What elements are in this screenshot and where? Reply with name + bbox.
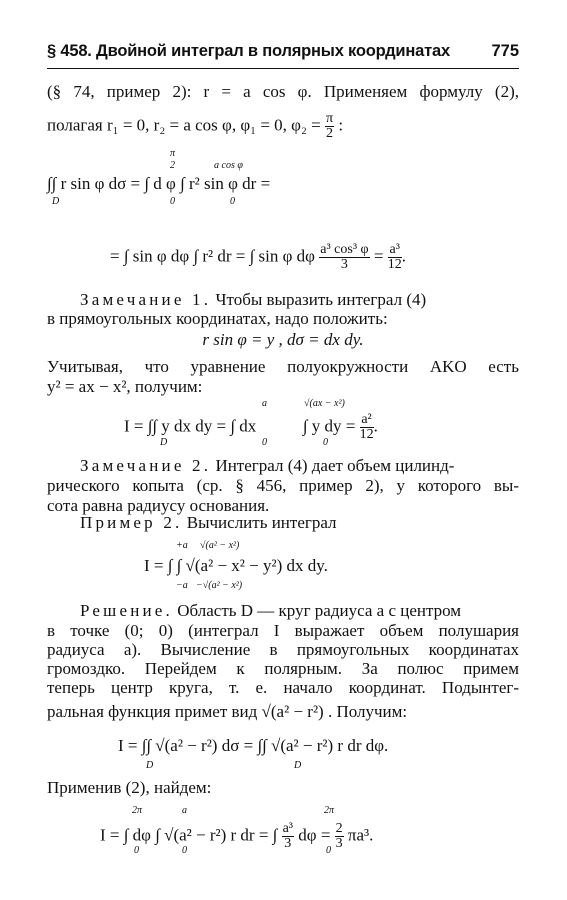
formula-span: dφ = — [294, 825, 331, 845]
fraction-denominator: 2 — [326, 126, 334, 141]
limit-label: D — [146, 760, 154, 771]
formula-1: ∫∫ r sin φ dσ = ∫ d φ ∫ r² sin φ dr = — [47, 174, 271, 193]
fraction — [335, 822, 344, 851]
formula-4: I = ∫ ∫ √(a² − x² − y²) dx dy. — [144, 556, 328, 575]
text-line: радиуса a). Вычисление в прямоугольных координатах — [47, 640, 519, 659]
limit-label: D — [52, 196, 60, 207]
running-header — [47, 42, 519, 69]
text-line: Применив (2), найдем: — [47, 778, 212, 797]
limit-label: 0 — [182, 845, 187, 856]
formula-5: I = ∫∫ √(a² − r²) dσ = ∫∫ √(a² − r²) r dr dφ. — [118, 736, 389, 755]
text-line: Учитывая, что уравнение полуокружности AKO есть — [47, 357, 519, 376]
fraction-numerator: a³ — [282, 821, 294, 836]
limit-label: 0 — [134, 845, 139, 856]
solution-label: Решение. — [80, 601, 174, 620]
limit-label: a — [262, 398, 267, 409]
text-line: в прямоугольных координатах, надо положить: — [47, 309, 388, 328]
remark-label: Замечание 2. — [80, 456, 212, 475]
limit-label: √(a² − x²) — [200, 540, 240, 551]
limit-label: −a — [176, 580, 188, 591]
formula-2 — [110, 243, 406, 272]
text-span: Интеграл (4) дает объем цилинд- — [215, 456, 455, 475]
text-line: громоздко. Перейдем к полярным. За полюс примем — [47, 659, 519, 678]
formula-span: I = ∫ dφ ∫ √(a² − r²) r dr = ∫ — [100, 825, 278, 845]
remark-1-line — [80, 290, 426, 310]
limit-label: 0 — [323, 437, 328, 448]
solution-line — [80, 601, 461, 621]
formula-span: . — [401, 246, 406, 266]
text-line — [47, 112, 343, 141]
limit-label: 0 — [326, 845, 331, 856]
text-span: Область D — круг радиуса a с центром — [177, 601, 462, 620]
limit-label: 0 — [262, 437, 267, 448]
text-span: Вычислить интеграл — [186, 513, 337, 532]
limit-label: a — [182, 805, 187, 816]
limit-label: +a — [176, 540, 188, 551]
remark-2-line — [80, 456, 454, 476]
fraction-denominator: 3 — [284, 836, 292, 851]
formula-6 — [100, 822, 373, 851]
fraction-denominator: 3 — [335, 836, 343, 851]
text-span: : — [334, 115, 344, 135]
fraction — [282, 822, 294, 851]
limit-label: −√(a² − x²) — [196, 580, 243, 591]
text-span: Чтобы выразить интеграл (4) — [215, 290, 427, 309]
limit-label: a cos φ — [214, 160, 243, 171]
limit-label: 2π — [132, 805, 143, 816]
fraction-numerator: a³ — [389, 242, 400, 257]
page-number: 775 — [491, 42, 519, 60]
formula-span: = ∫ sin φ dφ ∫ r² dr = ∫ sin φ dφ — [110, 246, 315, 266]
fraction — [388, 243, 402, 272]
text-line: y² = ax − x², получим: — [47, 377, 203, 396]
example-2-line — [80, 513, 337, 533]
fraction-denominator: 3 — [340, 257, 348, 272]
section-title: § 458. Двойной интеграл в полярных координатах — [47, 42, 450, 60]
formula-substitution: r sin φ = y , dσ = dx dy. — [202, 330, 364, 349]
limit-label: D — [160, 437, 168, 448]
formula-span: πa³. — [343, 825, 374, 845]
text-line: сота равна радиусу основания. — [47, 496, 270, 515]
limit-label: π — [170, 148, 176, 159]
fraction-denominator: 12 — [387, 257, 402, 272]
limit-label: √(ax − x²) — [304, 398, 345, 409]
fraction-numerator: π — [326, 111, 334, 126]
text-line: рического копыта (ср. § 456, пример 2), у которого вы- — [47, 476, 519, 495]
limit-label: D — [294, 760, 302, 771]
formula-span: = — [373, 246, 384, 266]
formula-span: I = ∫∫ y dx dy = ∫ dx — [124, 416, 257, 436]
fraction-numerator: a³ cos³ φ — [320, 242, 369, 257]
fraction — [360, 413, 374, 442]
fraction-numerator: a² — [361, 412, 372, 427]
fraction-numerator: 2 — [335, 821, 343, 836]
text-span: полагая r₁ = 0, r₂ = a cos φ, φ₁ = 0, φ₂ = — [47, 115, 321, 135]
example-label: Пример 2. — [80, 513, 183, 532]
limit-label: 2π — [324, 805, 335, 816]
text-line: ральная функция примет вид √(a² − r²) . Получим: — [47, 702, 408, 721]
text-line: в точке (0; 0) (интеграл I выражает объем полушария — [47, 621, 519, 640]
limit-label: 2 — [170, 160, 175, 171]
fraction — [319, 243, 369, 272]
limit-label: 0 — [230, 196, 235, 207]
fraction-denominator: 12 — [359, 427, 374, 442]
text-line: теперь центр круга, т. е. начало координат. Подынтег- — [47, 678, 519, 697]
text-line: (§ 74, пример 2): r = a cos φ. Применяем формулу (2), — [47, 82, 519, 101]
remark-label: Замечание 1. — [80, 290, 212, 309]
limit-label: 0 — [170, 196, 175, 207]
fraction — [325, 112, 334, 141]
formula-span: . — [373, 416, 378, 436]
formula-span: ∫ y dy = — [302, 416, 356, 436]
